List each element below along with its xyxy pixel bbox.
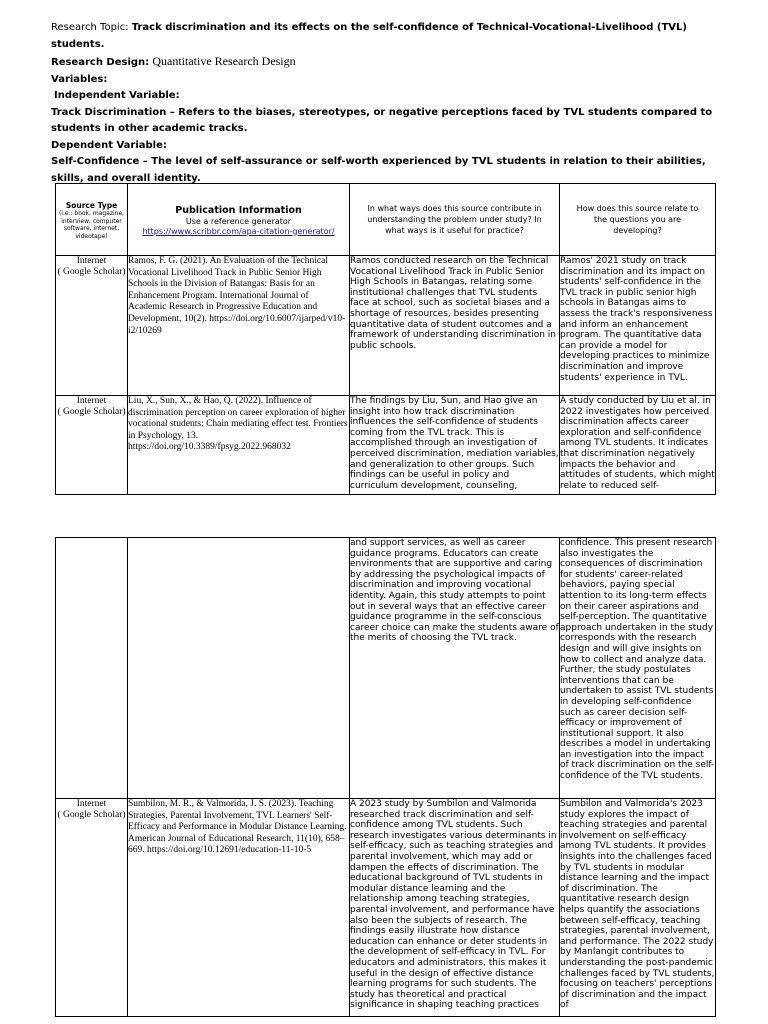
variables-label: Variables: (51, 73, 108, 85)
publication-info-header: Publication Information Use a reference generator https://www.scribbr.com/apa-citation-generator/ (128, 184, 350, 256)
source-type-cell: Internet ( Google Scholar) (56, 799, 128, 1017)
research-matrix-table-page1 (55, 183, 716, 495)
variables-line (51, 72, 721, 89)
topic-label: Research Topic: (51, 22, 129, 33)
citation-cell: Sumbilon, M. R., & Valmorida, J. S. (2023). Teaching Strategies, Parental Involvement, TVL Learners' Self-Efficacy and Performance in Modular Distance Learning. American Journal of Educational Research, 11(10), 658–669. https://doi.org/10.12691/education-11-10-5 (128, 799, 350, 1017)
iv-label: Independent Variable: (54, 90, 180, 101)
reference-generator-link[interactable]: https://www.scribbr.com/apa-citation-generator/ (142, 226, 335, 236)
contribution-question-header: In what ways does this source contribute in understanding the problem under study? In what ways is it useful for practice? (350, 184, 560, 256)
citation-cell: Ramos, F. G. (2021). An Evaluation of the Technical Vocational Livelihood Track in Public Senior High Schools in the Division of Batangas: Basis for an Enhancement Program. International Journal of Academic Research in Progressive Education and Development, 10(2). https://doi.org/10.6007/ijarped/v10-i2/10269 (128, 256, 350, 396)
citation-cell (128, 538, 350, 799)
table-row (56, 256, 716, 396)
relation-cell: Sumbilon and Valmorida's 2023 study explores the impact of teaching strategies and parental involvement on self-efficacy among TVL students. It provides insights into the challenges faced by TVL students in modular distance learning and the impact of discrimination. The quantitative research design helps quantify the associations between self-efficacy, teaching strategies, parental involvement, and performance. The 2022 study by Manlangit contributes to understanding the post-pandemic challenges faced by TVL students, focusing on teachers' perceptions of discrimination and the impact of (560, 799, 716, 1017)
table-row-continuation (56, 538, 716, 799)
source-type-cell: Internet ( Google Scholar) (56, 256, 128, 396)
relation-question-header: How does this source relate to the questions you are developing? (560, 184, 716, 256)
relation-cell: confidence. This present research also investigates the consequences of discrimination for students' career-related behaviors, paying special attention to its long-term effects on their career aspirations and self-perception. The quantitative approach undertaken in the study corresponds with the research design and will give insights on how to collect and analyze data. Further, the study postulates interventions that can be undertaken to assist TVL students in developing self-confidence such as career decision self-efficacy or improvement of institutional support. It also describes a model in undertaking an investigation into the impact of track discrimination on the self-confidence of the TVL students. (560, 538, 716, 799)
independent-variable-line (51, 88, 721, 105)
contribution-cell: Ramos conducted research on the Technical Vocational Livelihood Track in Public Senior High Schools in Batangas, relating some institutional challenges that TVL students face at school, such as societal biases and a shortage of resources, besides presenting quantitative data of student outcomes and a framework of understanding discrimination in public schools. (350, 256, 560, 396)
contribution-cell: The findings by Liu, Sun, and Hao give an insight into how track discrimination influences the self-confidence of students coming from the TVL track. This is accomplished through an investigation of perceived discrimination, mediation variables, and generalization to other groups. Such findings can be useful in policy and curriculum development, counseling, (350, 396, 560, 495)
dv-definition: Self-Confidence – The level of self-assurance or self-worth experienced by TVL students in relation to their abilities, skills, and overall identity. (51, 156, 706, 184)
document-header (51, 20, 721, 187)
contribution-cell: A 2023 study by Sumbilon and Valmorida researched track discrimination and self-confidence among TVL students. Such research investigates various determinants in self-efficacy, such as teaching strategies and parental involvement, which may add or dampen the effects of discrimination. The educational background of TVL students in modular distance learning and the relationship among teaching strategies, parental involvement, and performance have also been the subjects of research. The findings easily illustrate how distance education can enhance or deter students in the development of self-efficacy in TVL. For educators and administrators, this makes it useful in the design of effective distance learning programs for such students. The study has theoretical and practical significance in shaping teaching practices (350, 799, 560, 1017)
source-type-cell: Internet ( Google Scholar) (56, 396, 128, 495)
relation-cell: Ramos' 2021 study on track discrimination and its impact on students' self-confidence in the TVL track in public senior high schools in Batangas aims to assess the track's responsiveness and inform an enhancement program. The quantitative data can provide a model for developing practices to minimize discrimination and improve students' experience in TVL. (560, 256, 716, 396)
contribution-cell: and support services, as well as career guidance programs. Educators can create environments that are supportive and caring by addressing the psychological impacts of discrimination and improving vocational identity. Again, this study attempts to point out in several ways that an effective career guidance programme in the self-conscious career choice can make the students aware of the merits of choosing the TVL track. (350, 538, 560, 799)
research-matrix-table-page2 (55, 537, 716, 1017)
source-type-cell (56, 538, 128, 799)
iv-definition: Track Discrimination – Refers to the biases, stereotypes, or negative perceptions faced by TVL students compared to students in other academic tracks. (51, 106, 713, 134)
design-label: Research Design: (51, 57, 150, 68)
table-row (56, 396, 716, 495)
relation-cell: A study conducted by Liu et al. in 2022 investigates how perceived discrimination affects career exploration and self-confidence among TVL students. It indicates that discrimination negatively impacts the behavior and attitudes of students, which might relate to reduced self- (560, 396, 716, 495)
dependent-variable-line (51, 138, 721, 155)
citation-cell: Liu, X., Sun, X., & Hao, Q. (2022). Influence of discrimination perception on career exploration of higher vocational students: Chain mediating effect test. Frontiers in Psychology, 13. https://doi.org/10.3389/fpsyg.2022.968032 (128, 396, 350, 495)
table-row (56, 799, 716, 1017)
source-type-header: Source Type (i.e.: book, magazine, interview, computer software, internet, videotape) (56, 184, 128, 256)
design-value: Quantitative Research Design (152, 54, 296, 68)
table-header-row (56, 184, 716, 256)
topic-value: Track discrimination and its effects on the self-confidence of Technical-Vocational-Livelihood (TVL) students. (51, 22, 687, 50)
dv-label: Dependent Variable: (51, 139, 167, 151)
research-design-line (51, 53, 721, 72)
research-topic-line (51, 20, 721, 53)
